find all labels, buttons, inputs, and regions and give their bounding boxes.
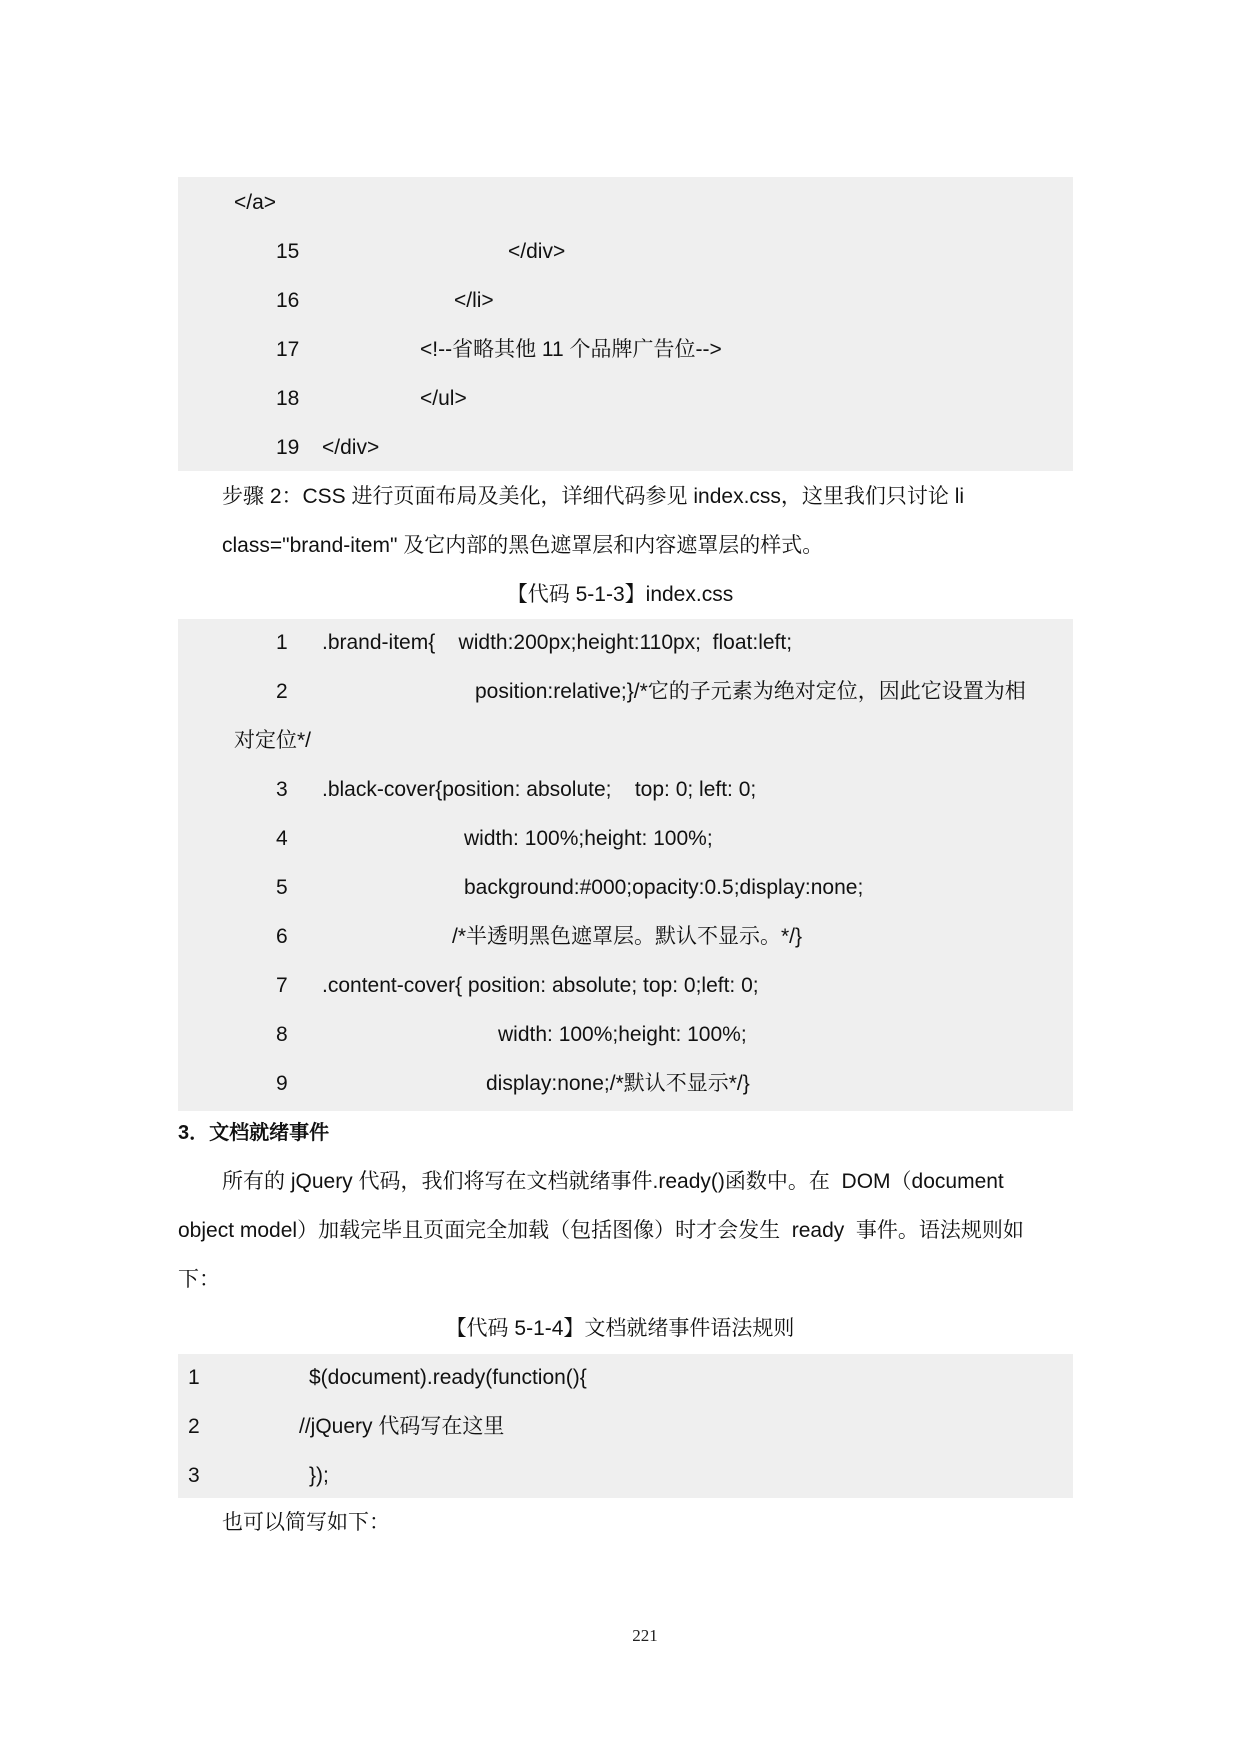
line-number: 15 [276,240,300,263]
code-line: width: 100%;height: 100%; [464,827,713,850]
section3-para-line1: 所有的 jQuery 代码，我们将写在文档就绪事件.ready()函数中。在 DOM（document [222,1170,1004,1193]
code-block-index-css [178,619,1073,1111]
page-number: 221 [632,1626,658,1645]
line-number: 2 [276,680,288,703]
code-line: position:relative;}/*它的子元素为绝对定位，因此它设置为相 [475,680,1026,703]
code-line: .brand-item{ width:200px;height:110px; float:left; [322,631,793,654]
line-number: 2 [188,1415,200,1438]
line-number: 7 [276,974,288,997]
code-line: }); [309,1464,329,1487]
code-line: </a> [234,191,277,214]
line-number: 18 [276,387,300,410]
code-block-ready-syntax [178,1354,1073,1498]
code-line: $(document).ready(function(){ [309,1366,587,1389]
section3-para-line2: object model）加载完毕且页面完全加载（包括图像）时才会发生 ready 事件。语法规则如 [178,1219,1024,1242]
code-line: </div> [322,436,380,459]
line-number: 1 [276,631,288,654]
code-line: width: 100%;height: 100%; [498,1023,747,1046]
code-line: /*半透明黑色遮罩层。默认不显示。*/} [452,925,803,948]
line-number: 4 [276,827,288,850]
section-heading-document-ready: 3．文档就绪事件 [178,1122,330,1144]
code-line: .content-cover{ position: absolute; top: 0;left: 0; [322,974,759,997]
code-line: //jQuery 代码写在这里 [299,1415,505,1438]
caption-code-5-1-3: 【代码 5-1-3】index.css [506,583,734,606]
line-number: 3 [276,778,288,801]
short-form-text: 也可以简写如下： [222,1511,390,1534]
step2-line1: 步骤 2：CSS 进行页面布局及美化，详细代码参见 index.css，这里我们只讨论 li [222,485,965,508]
code-line: </ul> [420,387,467,410]
line-number: 16 [276,289,300,312]
line-number: 8 [276,1023,288,1046]
section3-para-line3: 下： [178,1268,220,1291]
code-line: 对定位*/ [234,729,312,752]
code-line: display:none;/*默认不显示*/} [486,1072,750,1095]
caption-code-5-1-4: 【代码 5-1-4】文档就绪事件语法规则 [445,1317,795,1340]
code-line: .black-cover{position: absolute; top: 0; left: 0; [322,778,757,801]
code-line: <!--省略其他 11 个品牌广告位--> [420,338,722,361]
line-number: 17 [276,338,300,361]
line-number: 9 [276,1072,288,1095]
line-number: 1 [188,1366,200,1389]
line-number: 5 [276,876,288,899]
line-number: 6 [276,925,288,948]
step2-line2: class="brand-item" 及它内部的黑色遮罩层和内容遮罩层的样式。 [222,534,824,557]
code-line: </div> [508,240,566,263]
code-line: background:#000;opacity:0.5;display:none; [464,876,864,899]
line-number: 19 [276,436,300,459]
code-block-html-continuation [178,177,1073,471]
line-number: 3 [188,1464,200,1487]
code-line: </li> [454,289,494,312]
